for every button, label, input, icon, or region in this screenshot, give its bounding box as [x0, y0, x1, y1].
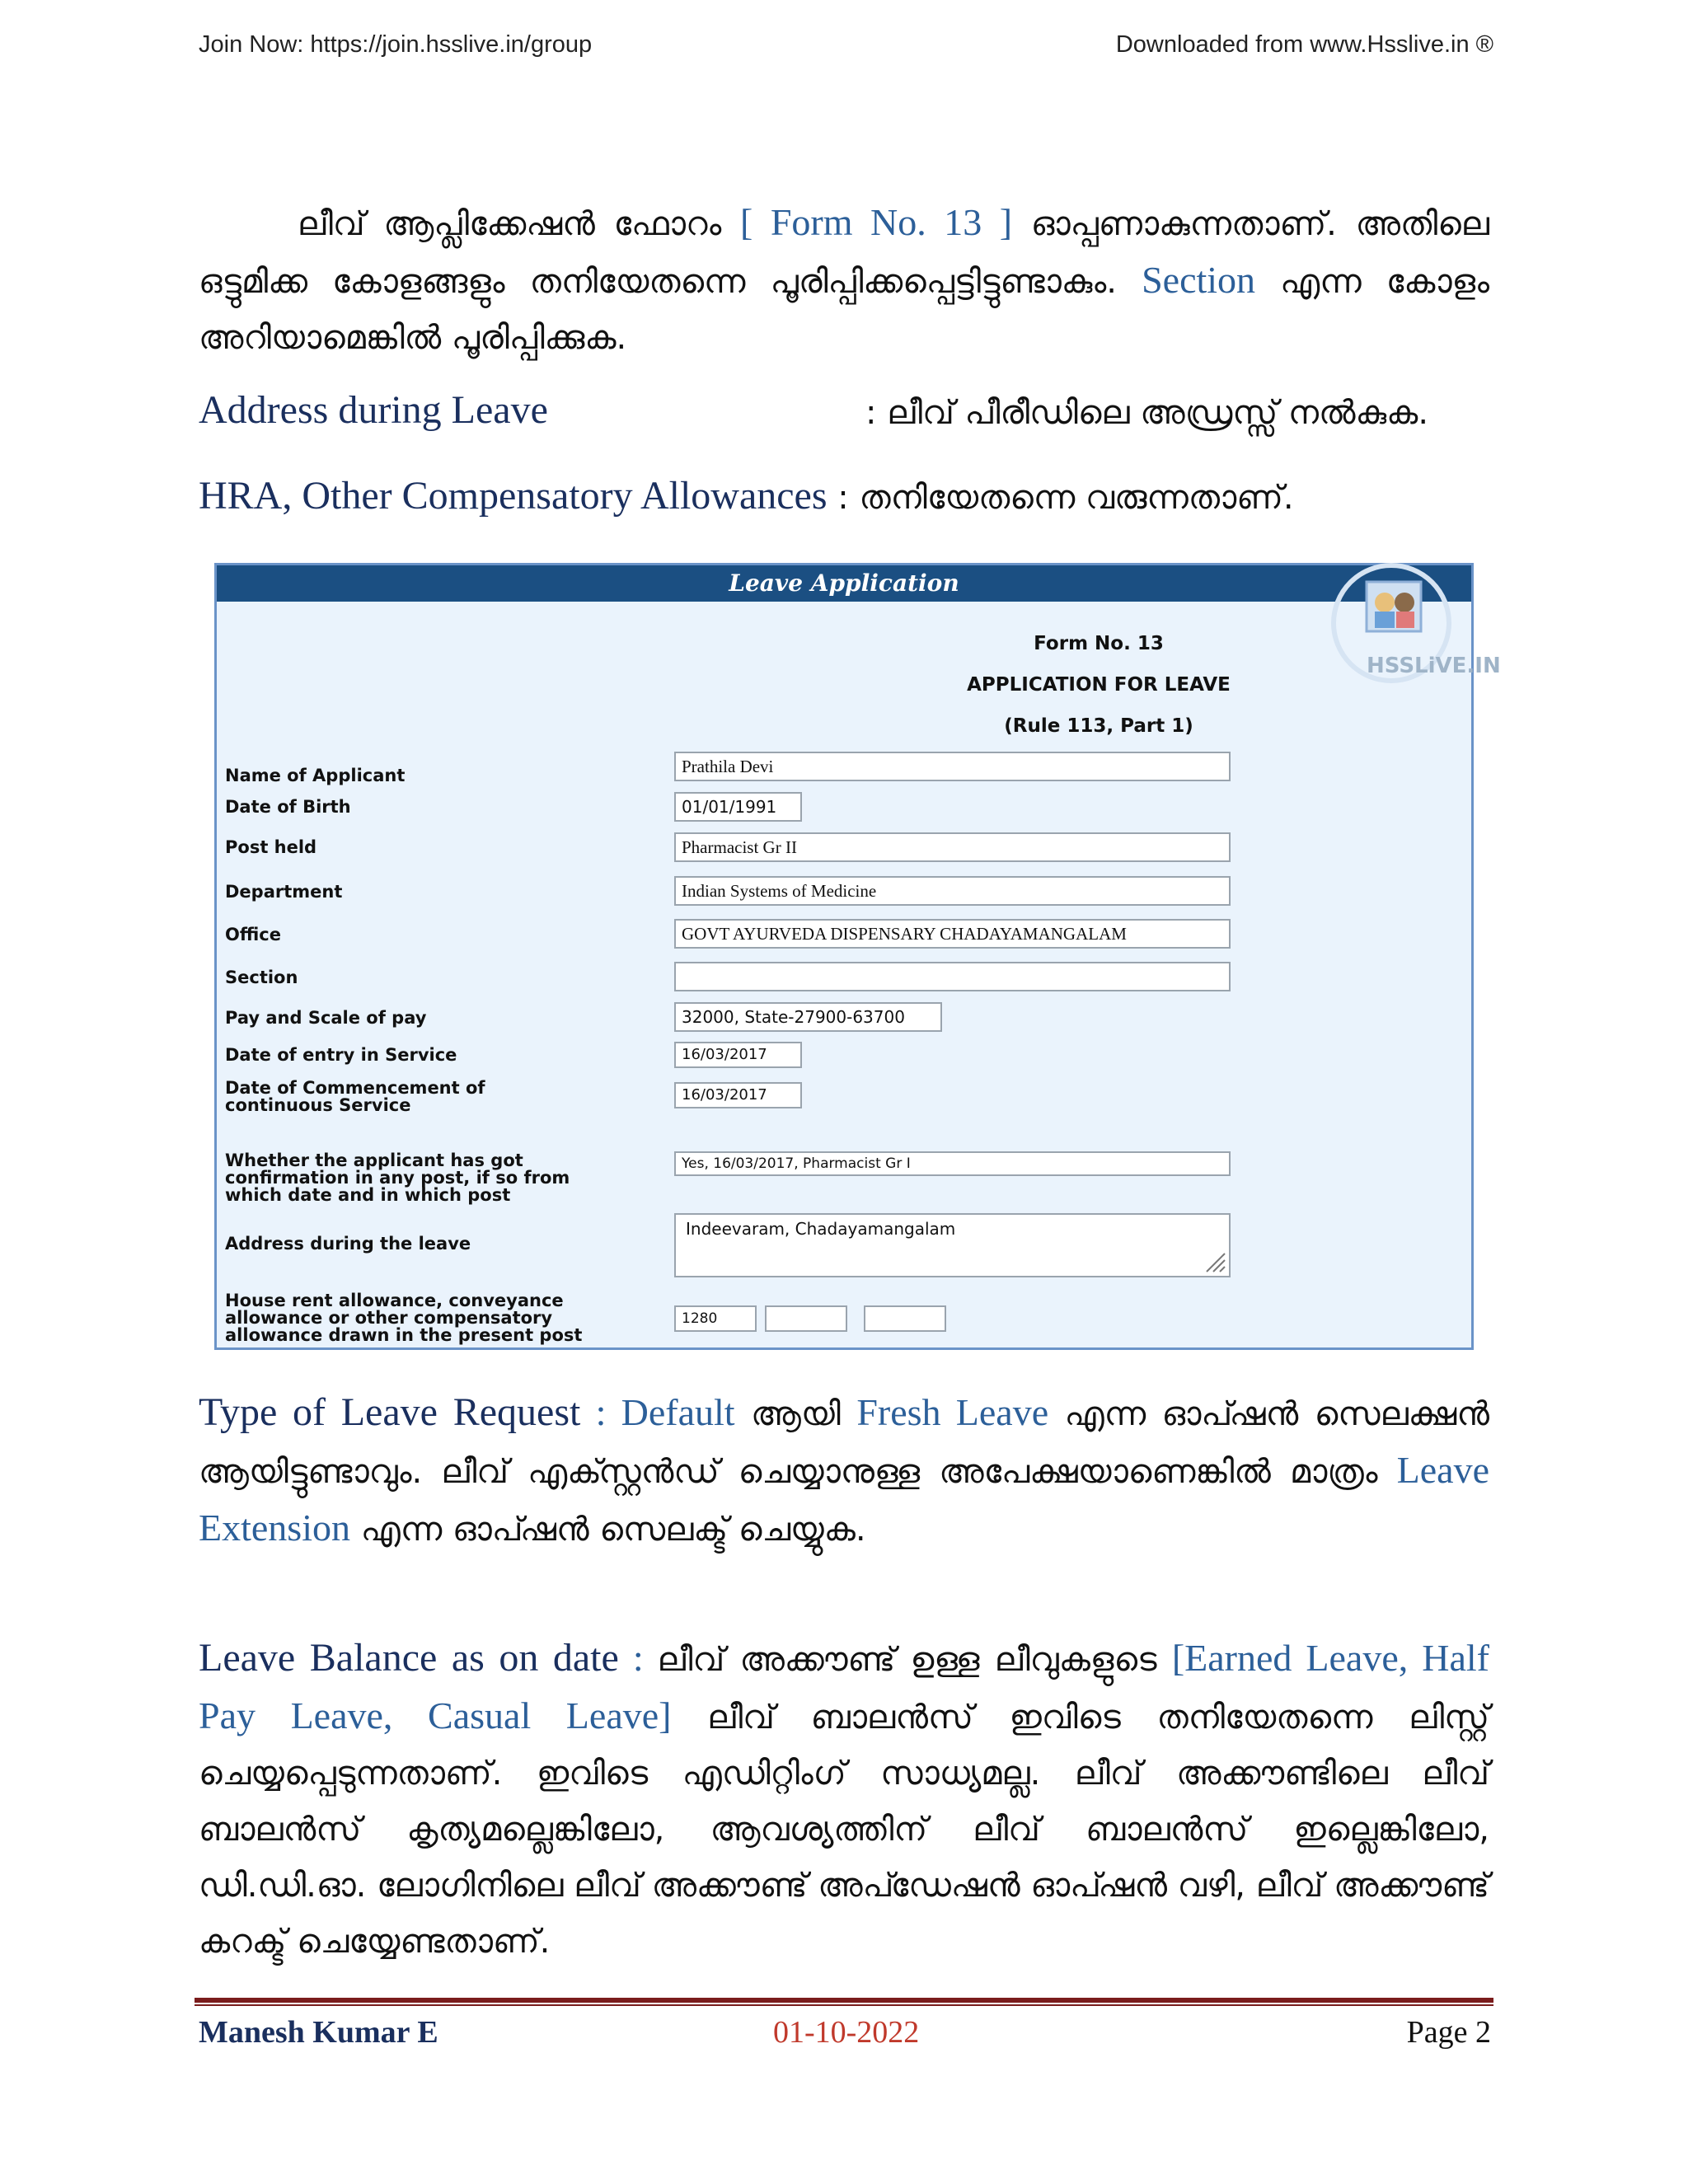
header-download-source: Downloaded from www.Hsslive.in ® [1115, 31, 1493, 58]
default-word: Default [621, 1391, 735, 1433]
hra-form-label-line3: allowance drawn in the present post [225, 1325, 583, 1345]
intro-text-1: ലീവ് ആപ്ലിക്കേഷൻ ഫോറം [298, 205, 740, 243]
commencement-label-line2: continuous Service [225, 1095, 411, 1115]
type-text-2: എന്ന ഓപ്ഷൻ സെലക്ഷൻ ആയിട്ടുണ്ടാവും. ലീവ് എക്സ്റ്റൻഡ് ചെയ്യാനുള്ള അപേക്ഷയാണെങ്കിൽ മാത്രം [199, 1395, 1489, 1491]
entry-date-label: Date of entry in Service [225, 1045, 457, 1065]
intro-paragraph [199, 194, 1489, 366]
section-input[interactable] [674, 962, 1231, 991]
footer-author: Manesh Kumar E [199, 2015, 438, 2050]
footer-date: 01-10-2022 [773, 2015, 920, 2050]
office-input[interactable]: GOVT AYURVEDA DISPENSARY CHADAYAMANGALAM [674, 919, 1231, 949]
intro-text-3: എന്ന കോളം അറിയാമെങ്കിൽ പൂരിപ്പിക്കുക. [199, 263, 1489, 357]
address-textarea-value: Indeevaram, Chadayamangalam [686, 1219, 956, 1239]
footer-divider [195, 1998, 1493, 2003]
pay-input[interactable]: 32000, State-27900-63700 [674, 1002, 942, 1032]
confirmation-input[interactable]: Yes, 16/03/2017, Pharmacist Gr I [674, 1151, 1231, 1176]
address-during-leave-row [199, 387, 548, 433]
leave-extension-word: Leave Extension [199, 1449, 1489, 1549]
confirmation-label [225, 1152, 570, 1204]
confirmation-label-line3: which date and in which post [225, 1185, 511, 1205]
address-during-leave-desc: : ലീവ് പീരീഡിലെ അഡ്രസ്സ് നൽകുക. [865, 394, 1429, 432]
hra-desc: : തനിയേതന്നെ വരുന്നതാണ്. [837, 479, 1294, 517]
footer-page-number: Page 2 [1406, 2015, 1491, 2050]
balance-colon: : [618, 1637, 658, 1679]
address-label: Address during the leave [225, 1234, 471, 1254]
leave-balance-label: Leave Balance as on date [199, 1636, 619, 1680]
pay-label: Pay and Scale of pay [225, 1008, 427, 1028]
post-input[interactable]: Pharmacist Gr II [674, 832, 1231, 862]
hsslive-logo-text: HSSLiVE.IN [1367, 654, 1501, 678]
hra-row [199, 473, 1294, 518]
section-ref: Section [1142, 259, 1256, 301]
balance-text-2: ലീവ് ബാലൻസ് ഇവിടെ തനിയേതന്നെ ലിസ്റ്റ് ചെയ്യപ്പെടുന്നതാണ്. ഇവിടെ എഡിറ്റിംഗ് സാധ്യമല്ല. ലീവ് അക്കൗണ്ടിലെ ലീവ് ബാലൻസ് കൃത്യമല്ലെങ്കിലോ, ആവശ്യത്തിന് ലീവ് ബാലൻസ് ഇല്ലെങ്കിലോ, ഡി.ഡി.ഓ. ലോഗിനിലെ ലീവ് അക്കൗണ്ട് അപ്ഡേഷൻ ഓപ്ഷൻ വഴി, ലീവ് അക്കൗണ്ട് കറക്ട് ചെയ്യേണ്ടതാണ്. [199, 1699, 1490, 1961]
header-join-link: Join Now: https://join.hsslive.in/group [199, 31, 593, 58]
leave-application-form [214, 563, 1501, 1350]
compensatory-input[interactable] [864, 1305, 946, 1332]
dob-input[interactable]: 01/01/1991 [674, 792, 802, 822]
conveyance-input[interactable] [765, 1305, 847, 1332]
form-main-heading: APPLICATION FOR LEAVE [967, 674, 1231, 696]
hra-form-label [225, 1292, 582, 1344]
form-rule-heading: (Rule 113, Part 1) [1004, 715, 1193, 737]
type-text-3: എന്ന ഓപ്ഷൻ സെലക്ട് ചെയ്യുക. [349, 1511, 866, 1549]
dob-label: Date of Birth [225, 797, 351, 817]
commencement-input[interactable]: 16/03/2017 [674, 1082, 802, 1108]
department-label: Department [225, 882, 343, 902]
balance-text-1: ലീവ് അക്കൗണ്ട് ഉള്ള ലീവുകളുടെ [657, 1641, 1172, 1679]
resize-handle-icon[interactable] [1202, 1249, 1226, 1273]
footer-divider-thin [195, 2004, 1493, 2006]
hra-form-label-line2: allowance or other compensatory [225, 1308, 553, 1328]
leave-balance-paragraph [199, 1630, 1489, 1970]
leave-types-ref: [Earned Leave, Half Pay Leave, Casual Leave] [199, 1637, 1489, 1736]
hra-input[interactable]: 1280 [674, 1305, 757, 1332]
confirmation-label-line1: Whether the applicant has got [225, 1151, 523, 1170]
type-colon: : [580, 1391, 621, 1433]
name-label: Name of Applicant [225, 766, 406, 785]
form-number-ref: [ Form No. 13 ] [740, 201, 1013, 243]
type-of-leave-label: Type of Leave Request [199, 1390, 581, 1434]
confirmation-label-line2: confirmation in any post, if so from [225, 1168, 570, 1188]
office-label: Office [225, 925, 281, 944]
entry-date-input[interactable]: 16/03/2017 [674, 1042, 802, 1068]
commencement-label [225, 1080, 485, 1114]
fresh-leave-word: Fresh Leave [856, 1391, 1049, 1433]
type-text-1: ആയി [734, 1395, 857, 1433]
section-label: Section [225, 968, 298, 987]
address-textarea[interactable] [674, 1213, 1231, 1277]
form-title-bar: Leave Application [217, 565, 1471, 602]
hsslive-logo [1309, 565, 1501, 689]
hra-form-label-line1: House rent allowance, conveyance [225, 1291, 564, 1310]
type-of-leave-paragraph [199, 1385, 1489, 1558]
commencement-label-line1: Date of Commencement of [225, 1078, 485, 1098]
intro-text-2: ഓപ്പണാകുന്നതാണ്. അതിലെ ഒട്ടുമിക്ക കോളങ്ങളും തനിയേതന്നെ പൂരിപ്പിക്കപ്പെട്ടിട്ടുണ്ടാകും. [199, 205, 1489, 301]
department-input[interactable]: Indian Systems of Medicine [674, 876, 1231, 906]
form-number-heading: Form No. 13 [1034, 633, 1164, 654]
name-input[interactable]: Prathila Devi [674, 752, 1231, 781]
hra-label: HRA, Other Compensatory Allowances [199, 474, 828, 518]
post-label: Post held [225, 837, 317, 857]
address-during-leave-label: Address during Leave [199, 388, 548, 432]
